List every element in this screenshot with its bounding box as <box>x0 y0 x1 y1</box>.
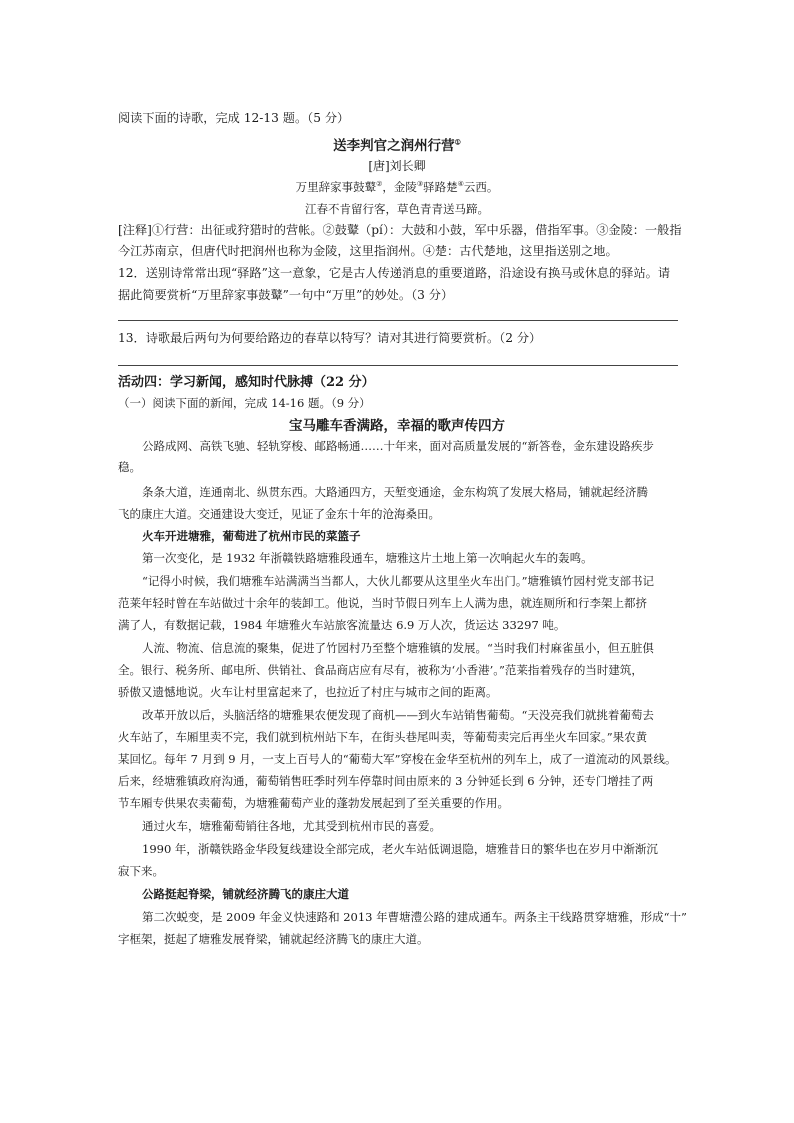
activity-4-heading: 活动四：学习新闻，感知时代脉搏（22 分） <box>118 375 375 390</box>
news-paragraph: 条条大道，连通南北、纵贯东西。大路通四方，天堑变通途，金东构筑了发展大格局，铺就起经济腾 <box>142 485 648 499</box>
poem-title <box>0 134 794 154</box>
news-paragraph: 全。银行、税务所、邮电所、供销社、食品商店应有尽有，被称为‘小香港’。”范莱指着残存的当时建筑， <box>118 663 643 677</box>
news-paragraph: 字框架，挺起了塘雅发展脊梁，铺就起经济腾飞的康庄大道。 <box>118 932 429 946</box>
news-title: 宝马雕车香满路，幸福的歌声传四方 <box>289 418 505 434</box>
news-paragraph: 通过火车，塘雅葡萄销往各地，尤其受到杭州市民的喜爱。 <box>142 819 441 833</box>
news-paragraph: 人流、物流、信息流的聚集，促进了竹园村乃至整个塘雅镇的发展。“当时我们村麻雀虽小，但五脏俱 <box>142 641 654 655</box>
news-paragraph: 第二次蜕变，是 2009 年金义快速路和 2013 年曹塘澧公路的建成通车。两条主干线路贯穿塘雅，形成“十” <box>142 910 687 924</box>
poem-line-2: 江春不肯留行客，草色青青送马蹄。 <box>305 202 489 216</box>
poem-line-1-part-4: 云西。 <box>463 180 499 194</box>
answer-line-12 <box>118 320 678 321</box>
poem-line-1 <box>0 179 794 195</box>
news-subheading-train: 火车开进塘雅，葡萄进了杭州市民的菜篮子 <box>142 529 361 543</box>
news-paragraph: 骄傲又遗憾地说。火车让村里富起来了，也拉近了村庄与城市之间的距离。 <box>118 685 498 699</box>
news-paragraph: “记得小时候，我们塘雅车站满满当当都人，大伙儿都要从这里坐火车出门。”塘雅镇竹园村党支部书记 <box>142 574 655 588</box>
news-paragraph: 改革开放以后，头脑活络的塘雅果农便发现了商机——到火车站销售葡萄。“天没亮我们就挑着葡萄去 <box>142 708 654 722</box>
news-paragraph: 1990 年，浙赣铁路金华段复线建设全部完成，老火车站低调退隐，塘雅昔日的繁华也在岁月中渐渐沉 <box>142 842 658 856</box>
poem-line-1-part-1: 万里辞家事鼓鼙 <box>295 180 377 194</box>
news-paragraph: 后来，经塘雅镇政府沟通，葡萄销售旺季时列车停靠时间由原来的 3 分钟延长到 6 分钟，还专门增挂了两 <box>118 774 654 788</box>
news-paragraph: 飞的康庄大道。交通建设大变迁，见证了金东十年的沧海桑田。 <box>118 507 440 521</box>
poem-title-text: 送李判官之润州行营 <box>333 138 455 154</box>
answer-line-13 <box>118 365 678 366</box>
news-paragraph: 稳。 <box>118 460 141 474</box>
activity-4-subheading: （一）阅读下面的新闻，完成 14-16 题。（9 分） <box>118 396 371 410</box>
news-paragraph: 某回忆。每年 7 月到 9 月，一支上百号人的“葡萄大军”穿梭在金华至杭州的列车上，成了一道流动的风景线。 <box>118 752 677 766</box>
news-subheading-road: 公路挺起脊梁，铺就经济腾飞的康庄大道 <box>142 887 349 901</box>
news-paragraph: 第一次变化，是 1932 年浙赣铁路塘雅段通车，塘雅这片土地上第一次响起火车的轰鸣。 <box>142 551 593 565</box>
note-mark-4: ④ <box>457 180 464 189</box>
notes-line-2: 今江苏南京，但唐代时把润州也称为金陵，这里指润州。④楚：古代楚地，这里指送别之地。 <box>118 244 618 258</box>
news-paragraph: 火车站了，车厢里卖不完，我们就到杭州站下车，在街头巷尾叫卖，等葡萄卖完后再坐火车回家。”果农黄 <box>118 730 648 744</box>
news-paragraph: 节车厢专供果农卖葡萄，为塘雅葡萄产业的蓬勃发展起到了至关重要的作用。 <box>118 796 509 810</box>
reading-instruction: 阅读下面的诗歌，完成 12-13 题。（5 分） <box>118 111 350 125</box>
news-paragraph: 满了人，有数据记载，1984 年塘雅火车站旅客流量达 6.9 万人次，货运达 33297 吨。 <box>118 618 566 632</box>
question-12-line-1: 12．送别诗常常出现“驿路”这一意象，它是古人传递消息的重要道路，沿途设有换马或休息的驿站。请 <box>118 266 671 280</box>
question-13: 13．诗歌最后两句为何要给路边的春草以特写？请对其进行简要赏析。（2 分） <box>118 331 542 345</box>
news-paragraph: 寂下来。 <box>118 864 164 878</box>
news-paragraph: 范莱年轻时曾在车站做过十余年的装卸工。他说，当时节假日列车上人满为患，就连厕所和行李架上都挤 <box>118 596 647 610</box>
notes-line-1: [注释]①行营：出征或狩猎时的营帐。②鼓鼙（pí）：大鼓和小鼓，军中乐器，借指军事。③金陵：一般指 <box>118 223 682 237</box>
poem-title-note-mark: ① <box>454 137 461 147</box>
poem-author: [唐]刘长卿 <box>368 159 426 173</box>
poem-line-1-part-3: 驿路楚 <box>423 180 458 194</box>
news-paragraph: 公路成网、高铁飞驰、轻轨穿梭、邮路畅通……十年来，面对高质量发展的“新答卷，金东建设路疾步 <box>142 439 654 453</box>
poem-line-1-part-2: ，金陵 <box>382 180 417 194</box>
note-mark-2: ② <box>376 180 383 189</box>
note-mark-3: ③ <box>416 180 424 189</box>
question-12-line-2: 据此简要赏析“万里辞家事鼓鼙”一句中“万里”的妙处。（3 分） <box>118 288 454 302</box>
